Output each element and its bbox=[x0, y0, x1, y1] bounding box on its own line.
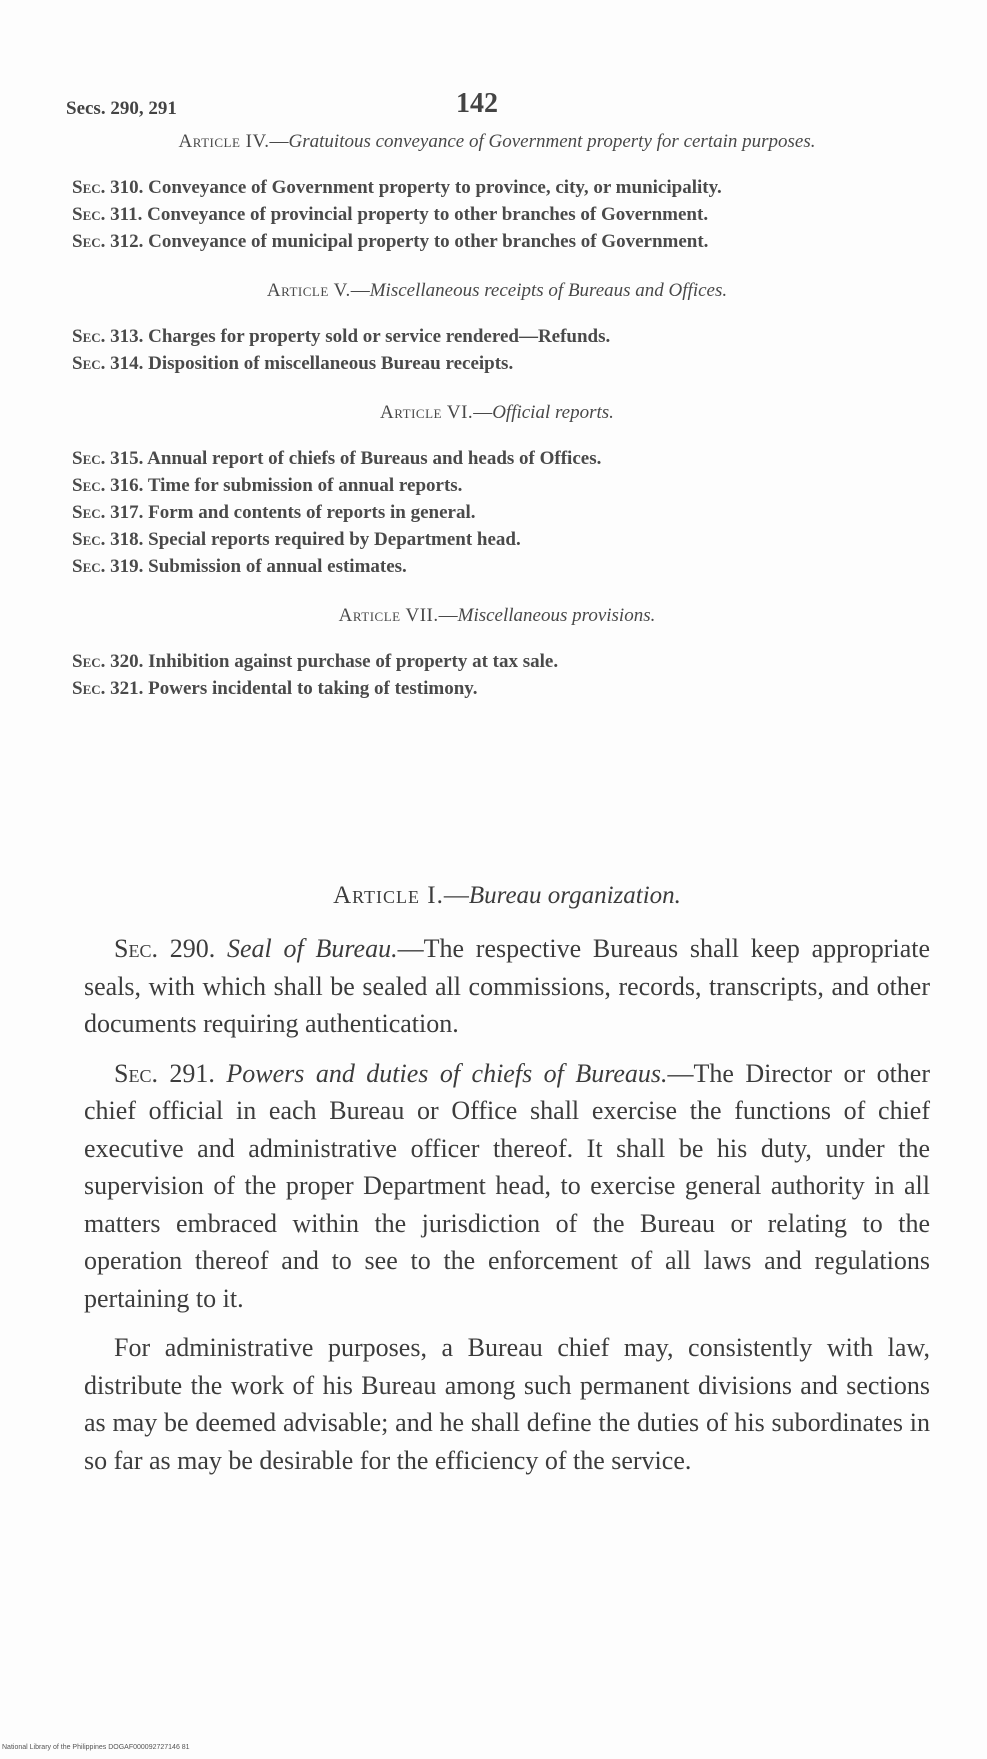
toc-entry-text: Conveyance of Government property to province, city, or municipality. bbox=[148, 177, 722, 198]
toc-entry-number: 314. bbox=[110, 353, 144, 374]
toc-entry-text: Charges for property sold or service rendered—Refunds. bbox=[148, 326, 611, 347]
toc-entry bbox=[72, 174, 922, 201]
toc-entry-list bbox=[72, 174, 922, 255]
page-number: 142 bbox=[456, 88, 498, 119]
toc-entry-number: 316. bbox=[110, 475, 144, 496]
toc-entry bbox=[72, 499, 922, 526]
table-of-contents bbox=[72, 128, 922, 724]
toc-entry bbox=[72, 472, 922, 499]
toc-article-label: Article VI. bbox=[380, 402, 474, 423]
article-heading bbox=[84, 878, 930, 914]
paragraph-text: The Director or other chief official in each Bureau or Office shall exercise the functions of chief executive and administrative officer thereof. It shall be his duty, under the supervision of the proper Department head, to exercise general authority in all matters embraced within the jurisdiction of the Bureau or relating to the operation thereof and to see to the enforcement of all laws and regulations pertaining to it. bbox=[84, 1058, 931, 1313]
toc-article-label: Article V. bbox=[266, 280, 351, 301]
toc-entry-sec: Sec. bbox=[72, 326, 106, 347]
toc-entry bbox=[72, 201, 922, 228]
toc-entry bbox=[72, 526, 922, 553]
toc-article-title: Gratuitous conveyance of Government property for certain purposes. bbox=[288, 131, 816, 152]
toc-entry bbox=[72, 553, 922, 580]
toc-entry-list bbox=[72, 445, 922, 580]
toc-entry-sec: Sec. bbox=[72, 529, 106, 550]
toc-entry-text: Time for submission of annual reports. bbox=[147, 475, 463, 496]
body-paragraph: Sec. 291. Powers and duties of chiefs of Bureaus.—The Director or other chief official in each Bureau or Office shall exercise the functions of chief executive and administrative officer thereof. It shall be his duty, under the supervision of the proper Department head, to exercise general authority in all matters embraced within the jurisdiction of the Bureau or relating to the operation thereof and to see to the enforcement of all laws and regulations pertaining to it. bbox=[84, 1058, 931, 1313]
toc-entry-text: Inhibition against purchase of property at tax sale. bbox=[148, 651, 559, 672]
toc-entry bbox=[72, 350, 922, 377]
toc-entry-sec: Sec. bbox=[72, 651, 106, 672]
toc-article-dash: — bbox=[350, 280, 370, 301]
toc-entry-sec: Sec. bbox=[72, 678, 106, 699]
toc-entry-number: 315. bbox=[110, 448, 144, 469]
toc-entry-text: Special reports required by Department head. bbox=[148, 529, 521, 550]
toc-entry-number: 321. bbox=[110, 678, 144, 699]
toc-entry-number: 317. bbox=[110, 502, 144, 523]
paragraph-text: The respective Bureaus shall keep appropriate seals, with which shall be sealed all commissions, records, transcripts, and other documents requiring authentication. bbox=[84, 934, 930, 1038]
toc-entry-sec: Sec. bbox=[72, 177, 106, 198]
toc-entry-sec: Sec. bbox=[72, 475, 106, 496]
body-text bbox=[84, 878, 930, 1491]
toc-article-heading bbox=[72, 399, 922, 427]
toc-article-heading bbox=[72, 128, 922, 156]
paragraphs bbox=[84, 930, 930, 1479]
paragraph-section-number: Sec. 290. bbox=[114, 934, 216, 963]
toc-article-label: Article VII. bbox=[338, 605, 439, 626]
toc-article-heading bbox=[72, 602, 922, 630]
body-paragraph bbox=[84, 1329, 930, 1479]
toc-entry-list bbox=[72, 323, 922, 377]
toc-entry-text: Form and contents of reports in general. bbox=[148, 502, 476, 523]
toc-article-dash: — bbox=[473, 402, 493, 423]
toc-entry bbox=[72, 445, 922, 472]
toc-entry-sec: Sec. bbox=[72, 204, 106, 225]
toc-entry-text: Powers incidental to taking of testimony. bbox=[148, 678, 478, 699]
toc-article-dash: — bbox=[438, 605, 458, 626]
toc-article-dash: — bbox=[269, 131, 289, 152]
toc-entry-sec: Sec. bbox=[72, 556, 106, 577]
toc-article-title: Official reports. bbox=[492, 402, 614, 423]
toc-entry-list bbox=[72, 648, 922, 702]
toc-entry bbox=[72, 323, 922, 350]
toc-article-title: Miscellaneous receipts of Bureaus and Offices. bbox=[369, 280, 728, 301]
toc-article-heading bbox=[72, 277, 922, 305]
toc-article-label: Article IV. bbox=[178, 131, 270, 152]
toc-entry bbox=[72, 228, 922, 255]
toc-entry-number: 319. bbox=[110, 556, 144, 577]
toc-entry-number: 312. bbox=[110, 231, 144, 252]
toc-entry-number: 310. bbox=[110, 177, 144, 198]
toc-entry bbox=[72, 675, 922, 702]
body-paragraph: Sec. 290. Seal of Bureau.—The respective Bureaus shall keep appropriate seals, with which shall be sealed all commissions, records, transcripts, and other documents requiring authentication. bbox=[84, 934, 930, 1038]
toc-entry bbox=[72, 648, 922, 675]
toc-entry-sec: Sec. bbox=[72, 448, 106, 469]
toc-article-title: Miscellaneous provisions. bbox=[457, 605, 656, 626]
toc-entry-number: 311. bbox=[110, 204, 143, 225]
toc-entry-text: Annual report of chiefs of Bureaus and heads of Offices. bbox=[147, 448, 602, 469]
toc-entry-text: Conveyance of provincial property to other branches of Government. bbox=[147, 204, 709, 225]
article-label: Article I. bbox=[333, 882, 444, 909]
paragraph-heading: Powers and duties of chiefs of Bureaus. bbox=[226, 1058, 668, 1088]
paragraph-text: For administrative purposes, a Bureau chief may, consistently with law, distribute the work of his Bureau among such permanent divisions and sections as may be deemed advisable; and he shall define the duties of his subordinates in so far as may be desirable for the efficiency of the service. bbox=[84, 1333, 930, 1475]
paragraph-section-number: Sec. 291. bbox=[114, 1058, 215, 1088]
scan-footer: National Library of the Philippines DOGAF000092727146 81 bbox=[2, 1744, 190, 1751]
toc-entry-sec: Sec. bbox=[72, 353, 106, 374]
toc-entry-text: Submission of annual estimates. bbox=[148, 556, 407, 577]
toc-entry-text: Disposition of miscellaneous Bureau receipts. bbox=[148, 353, 514, 374]
article-dash: — bbox=[443, 882, 469, 909]
toc-entry-sec: Sec. bbox=[72, 502, 106, 523]
toc-entry-number: 313. bbox=[110, 326, 144, 347]
toc-entry-sec: Sec. bbox=[72, 231, 106, 252]
paragraph-heading: Seal of Bureau. bbox=[227, 934, 398, 963]
toc-entry-number: 320. bbox=[110, 651, 144, 672]
toc-entry-text: Conveyance of municipal property to other branches of Government. bbox=[148, 231, 709, 252]
article-title: Bureau organization. bbox=[468, 882, 681, 909]
running-head bbox=[38, 88, 938, 128]
toc-entry-number: 318. bbox=[110, 529, 144, 550]
section-reference: Secs. 290, 291 bbox=[66, 98, 177, 119]
